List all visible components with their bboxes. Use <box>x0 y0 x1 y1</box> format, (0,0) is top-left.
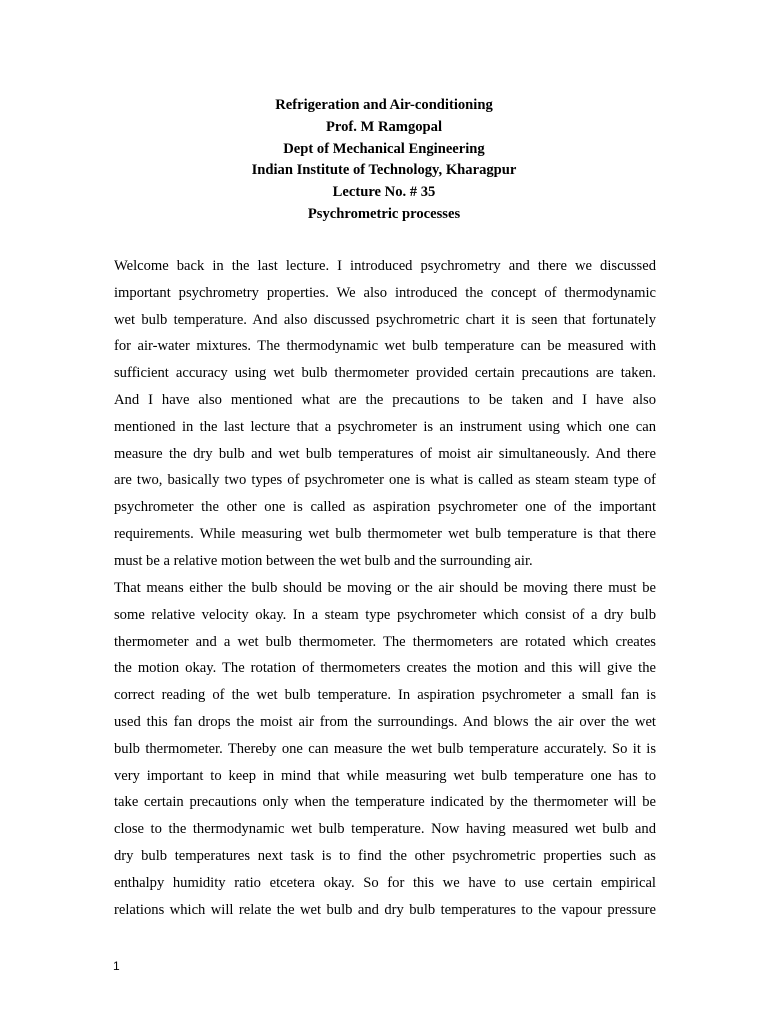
paragraph-2 <box>114 575 656 923</box>
text-line: very important to keep in mind that while measuring wet bulb temperature one has to <box>114 767 656 784</box>
text-line: some relative velocity okay. In a steam type psychrometer which consist of a dry bulb <box>114 606 656 623</box>
text-line: bulb thermometer. Thereby one can measure the wet bulb temperature accurately. So it is <box>114 740 656 757</box>
text-line: the motion okay. The rotation of thermometers creates the motion and this will give the <box>114 660 656 677</box>
text-line: important psychrometry properties. We also introduced the concept of thermodynamic <box>114 284 656 301</box>
page-number: 1 <box>113 959 120 973</box>
text-line: Welcome back in the last lecture. I introduced psychrometry and there we discussed <box>114 258 656 274</box>
text-line: enthalpy humidity ratio etcetera okay. So for this we have to use certain empirical <box>114 874 656 891</box>
lecture-number: Lecture No. # 35 <box>332 184 436 201</box>
text-line: must be a relative motion between the wet bulb and the surrounding air. <box>114 552 533 569</box>
text-line: That means either the bulb should be moving or the air should be moving there must be <box>114 580 656 596</box>
text-line: wet bulb temperature. And also discussed psychrometric chart it is seen that fortunately <box>114 311 656 328</box>
lecture-topic: Psychrometric processes <box>307 205 461 222</box>
text-line: psychrometer the other one is called as aspiration psychrometer one of the important <box>114 499 656 516</box>
text-line: correct reading of the wet bulb temperature. In aspiration psychrometer a small fan is <box>114 687 656 704</box>
institute: Indian Institute of Technology, Kharagpur <box>251 162 517 179</box>
text-line: thermometer and a wet bulb thermometer. The thermometers are rotated which creates <box>114 633 656 650</box>
text-line: requirements. While measuring wet bulb thermometer wet bulb temperature is that there <box>114 525 656 542</box>
text-line: close to the thermodynamic wet bulb temperature. Now having measured wet bulb and <box>114 821 656 838</box>
department: Dept of Mechanical Engineering <box>283 140 485 157</box>
text-line: take certain precautions only when the temperature indicated by the thermometer will be <box>114 794 656 811</box>
text-line: measure the dry bulb and wet bulb temperatures of moist air simultaneously. And there <box>114 445 656 462</box>
text-line: dry bulb temperatures next task is to find the other psychrometric properties such as <box>114 847 656 864</box>
paragraph-1 <box>114 253 656 575</box>
text-line: sufficient accuracy using wet bulb thermometer provided certain precautions are taken. <box>114 365 656 382</box>
professor-name: Prof. M Ramgopal <box>325 118 443 135</box>
document-header <box>0 95 768 226</box>
text-line: And I have also mentioned what are the precautions to be taken and I have also <box>114 391 656 408</box>
text-line: used this fan drops the moist air from the surroundings. And blows the air over the wet <box>114 713 656 730</box>
text-line: mentioned in the last lecture that a psychrometer is an instrument using which one can <box>114 418 656 435</box>
course-title: Refrigeration and Air-conditioning <box>275 97 493 113</box>
text-line: for air-water mixtures. The thermodynamic wet bulb temperature can be measured with <box>114 338 656 355</box>
text-line: relations which will relate the wet bulb and dry bulb temperatures to the vapour pressure <box>114 901 656 918</box>
text-line: are two, basically two types of psychrometer one is what is called as steam steam type of <box>114 472 656 489</box>
